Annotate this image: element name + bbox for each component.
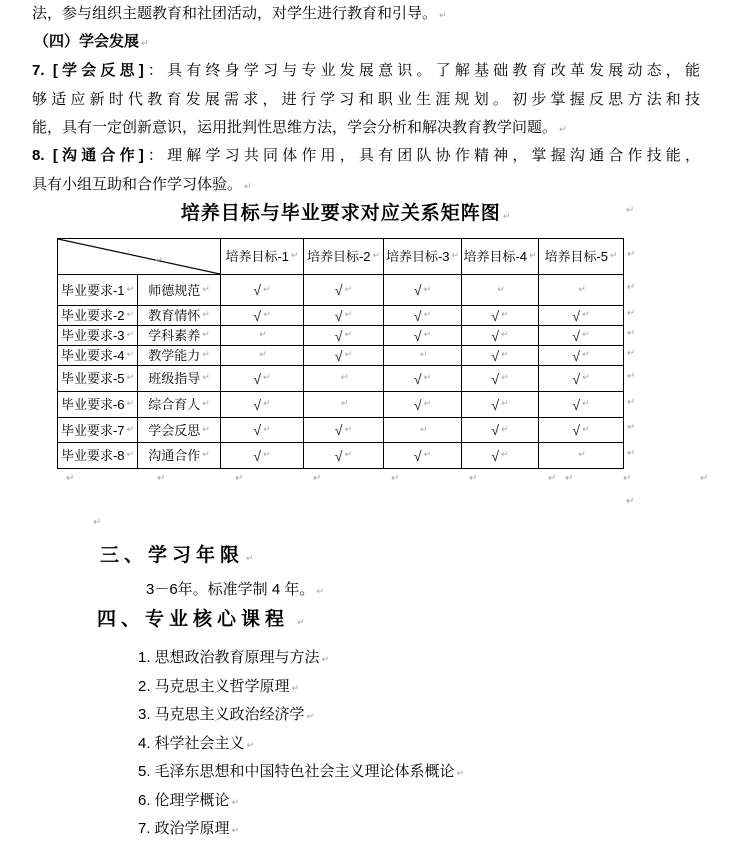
paragraph-mark: ↵ <box>626 496 635 507</box>
paragraph-mark: ↵ <box>126 373 135 383</box>
paragraph-mark: ↵ <box>548 473 557 484</box>
paragraph-mark: ↵ <box>565 473 574 484</box>
requirement-label: 毕业要求-3 <box>60 328 125 343</box>
course-item <box>138 677 299 699</box>
paragraph-mark: ↵ <box>155 256 163 267</box>
paragraph-mark: ↵ <box>497 284 505 295</box>
paragraph-mark: ↵ <box>423 330 432 340</box>
check-cell <box>384 306 462 326</box>
paragraph-mark: ↵ <box>202 373 210 383</box>
paragraph-mark: ↵ <box>202 310 210 320</box>
course-title: 毛泽东思想和中国特色社会主义理论体系概论 <box>154 763 455 780</box>
category-cell <box>138 392 221 418</box>
requirement-label: 毕业要求-2 <box>60 308 125 323</box>
category-label: 综合育人 <box>148 397 201 412</box>
check-mark: √ <box>572 307 581 324</box>
paragraph-mark: ↵ <box>578 284 586 295</box>
table-title <box>0 201 692 230</box>
paragraph-mark: ↵ <box>627 371 636 382</box>
course-title: 思想政治教育原理与方法 <box>154 649 320 666</box>
paragraph-mark: ↵ <box>126 284 135 295</box>
paragraph-7-label: 7. [学会反思] <box>32 62 144 79</box>
category-label: 学科素养 <box>148 328 201 343</box>
check-cell <box>539 418 624 443</box>
requirement-cell <box>58 326 138 346</box>
check-mark: √ <box>334 347 343 364</box>
check-cell <box>539 366 624 392</box>
check-mark: √ <box>253 422 262 438</box>
paragraph-mark: ↵ <box>623 473 632 484</box>
paragraph-mark: ↵ <box>423 399 432 409</box>
check-cell <box>384 326 462 346</box>
course-number: 7. <box>138 820 151 837</box>
check-cell <box>304 326 384 346</box>
check-cell <box>221 306 304 326</box>
check-mark: √ <box>334 282 343 298</box>
paragraph-mark: ↵ <box>340 399 349 409</box>
check-cell <box>384 275 462 306</box>
paragraph-mark: ↵ <box>451 251 460 261</box>
paragraph-mark: ↵ <box>344 330 353 340</box>
paragraph-mark: ↵ <box>126 424 135 435</box>
check-cell <box>462 366 539 392</box>
paragraph-mark: ↵ <box>202 350 210 360</box>
paragraph-mark: ↵ <box>610 251 618 261</box>
paragraph-7-line-3 <box>32 118 700 140</box>
category-cell <box>138 326 221 346</box>
category-label: 师德规范 <box>148 282 201 298</box>
check-mark: √ <box>413 396 422 413</box>
category-label: 教学能力 <box>148 348 201 363</box>
check-cell <box>539 392 624 418</box>
check-mark: √ <box>334 327 343 344</box>
paragraph-mark: ↵ <box>627 249 636 260</box>
heading-core-courses-text: 四、专业核心课程 <box>97 609 290 630</box>
requirement-label: 毕业要求-1 <box>60 282 125 298</box>
requirement-label: 毕业要求-5 <box>60 371 125 386</box>
check-cell <box>462 443 539 469</box>
goal-header-label: 培养目标-5 <box>544 249 608 264</box>
check-cell <box>304 418 384 443</box>
paragraph-mark: ↵ <box>627 308 636 319</box>
check-cell <box>304 346 384 366</box>
paragraph-mark: ↵ <box>291 683 300 694</box>
category-label: 沟通合作 <box>148 448 201 463</box>
check-mark: √ <box>413 307 422 324</box>
course-title: 马克思主义哲学原理 <box>154 677 290 695</box>
intro-line-text: 法，参与组织主题教育和社团活动，对学生进行教育和引导。 <box>32 5 438 22</box>
paragraph-mark: ↵ <box>501 424 509 435</box>
check-mark: √ <box>491 307 500 324</box>
check-cell <box>539 326 624 346</box>
check-mark: √ <box>491 347 500 364</box>
paragraph-mark: ↵ <box>306 712 315 722</box>
category-cell <box>138 275 221 306</box>
requirement-cell <box>58 366 138 392</box>
paragraph-mark: ↵ <box>66 473 75 484</box>
paragraph-mark: ↵ <box>313 473 322 484</box>
goal-header-cell <box>304 239 384 275</box>
check-cell <box>304 443 384 469</box>
empty-cell <box>304 392 384 418</box>
requirement-cell <box>58 392 138 418</box>
paragraph-mark: ↵ <box>582 330 590 340</box>
check-cell <box>221 392 304 418</box>
empty-cell <box>304 366 384 392</box>
check-mark: √ <box>413 370 422 387</box>
check-mark: √ <box>572 370 581 387</box>
paragraph-8-text: 具有小组互助和合作学习体验。 <box>32 176 243 193</box>
paragraph-mark: ↵ <box>202 399 210 409</box>
paragraph-8-label: 8. [沟通合作] <box>32 147 144 164</box>
course-item <box>138 762 464 784</box>
course-number: 1. <box>138 649 151 666</box>
check-cell <box>462 346 539 366</box>
requirement-label: 毕业要求-4 <box>60 348 125 363</box>
paragraph-mark: ↵ <box>529 251 537 261</box>
paragraph-mark: ↵ <box>423 373 432 383</box>
paragraph-mark: ↵ <box>344 350 353 360</box>
paragraph-mark: ↵ <box>582 424 590 435</box>
course-title: 伦理学概论 <box>154 791 230 809</box>
empty-cell <box>539 443 624 469</box>
paragraph-mark: ↵ <box>391 473 400 484</box>
check-cell <box>221 418 304 443</box>
course-number: 3. <box>138 706 151 723</box>
paragraph-mark: ↵ <box>372 251 381 261</box>
paragraph-mark: ↵ <box>126 399 135 409</box>
course-item <box>138 734 254 756</box>
table-title-text: 培养目标与毕业要求对应关系矩阵图 <box>180 203 501 224</box>
heading-core-courses <box>97 608 305 635</box>
check-mark: √ <box>413 282 422 298</box>
paragraph-mark: ↵ <box>321 655 330 665</box>
empty-cell <box>384 346 462 366</box>
course-item <box>138 791 239 813</box>
course-item <box>138 648 329 670</box>
paragraph-mark: ↵ <box>578 450 586 460</box>
paragraph-mark: ↵ <box>235 473 244 484</box>
section-heading-4 <box>34 32 702 54</box>
paragraph-mark: ↵ <box>700 473 709 484</box>
paragraph-mark: ↵ <box>501 373 509 383</box>
paragraph-mark: ↵ <box>627 397 636 408</box>
check-mark: √ <box>334 447 343 464</box>
paragraph-mark: ↵ <box>423 284 432 295</box>
paragraph-mark: ↵ <box>344 310 353 320</box>
paragraph-mark: ↵ <box>469 473 478 484</box>
paragraph-mark: ↵ <box>627 448 636 459</box>
check-mark: √ <box>413 327 422 344</box>
check-cell <box>462 326 539 346</box>
heading-study-duration <box>100 544 254 571</box>
check-mark: √ <box>572 422 581 438</box>
course-title: 政治学原理 <box>154 820 230 837</box>
paragraph-mark: ↵ <box>627 328 636 339</box>
paragraph-mark: ↵ <box>456 769 465 779</box>
empty-cell <box>221 326 304 346</box>
paragraph-mark: ↵ <box>344 284 353 295</box>
course-number: 2. <box>138 677 151 695</box>
heading-study-duration-text: 三、学习年限 <box>100 545 245 566</box>
paragraph-mark: ↵ <box>246 740 255 751</box>
category-cell <box>138 418 221 443</box>
course-item <box>138 819 239 841</box>
check-cell <box>221 366 304 392</box>
paragraph-mark: ↵ <box>231 826 240 836</box>
paragraph-mark: ↵ <box>263 450 271 460</box>
paragraph-mark: ↵ <box>627 282 636 293</box>
paragraph-mark: ↵ <box>419 350 428 360</box>
paragraph-mark: ↵ <box>502 212 512 222</box>
goal-header-cell <box>539 239 624 275</box>
requirement-cell <box>58 418 138 443</box>
paragraph-mark: ↵ <box>344 424 353 435</box>
paragraph-mark: ↵ <box>259 330 267 340</box>
check-cell <box>304 275 384 306</box>
course-number: 5. <box>138 763 151 780</box>
requirement-cell <box>58 443 138 469</box>
goal-header-label: 培养目标-2 <box>306 249 371 264</box>
paragraph-mark: ↵ <box>340 373 349 383</box>
check-mark: √ <box>253 370 262 387</box>
category-label: 教育情怀 <box>148 308 201 323</box>
paragraph-mark: ↵ <box>244 182 252 192</box>
paragraph-mark: ↵ <box>141 39 149 49</box>
paragraph-mark: ↵ <box>419 424 428 435</box>
study-duration-text: 3－6年。标准学制 4 年。 <box>146 581 315 598</box>
paragraph-7-text: 能，具有一定创新意识，运用批判性思维方法，学会分析和解决教育教学问题。 <box>32 119 558 136</box>
paragraph-mark: ↵ <box>231 797 240 808</box>
paragraph-mark: ↵ <box>126 350 135 360</box>
requirement-label: 毕业要求-7 <box>60 422 125 438</box>
paragraph-mark: ↵ <box>157 473 166 484</box>
paragraph-mark: ↵ <box>501 450 509 460</box>
goal-header-label: 培养目标-4 <box>463 249 527 264</box>
paragraph-mark: ↵ <box>423 310 432 320</box>
paragraph-7-text: ：具有终身学习与专业发展意识。了解基础教育改革发展动态，能 <box>143 62 700 79</box>
requirement-cell <box>58 306 138 326</box>
empty-cell <box>221 346 304 366</box>
requirement-label: 毕业要求-6 <box>60 397 125 412</box>
paragraph-mark: ↵ <box>501 310 509 320</box>
goal-header-label: 培养目标-1 <box>225 249 289 264</box>
check-mark: √ <box>491 396 500 413</box>
paragraph-mark: ↵ <box>423 450 432 460</box>
paragraph-mark: ↵ <box>439 11 447 21</box>
paragraph-mark: ↵ <box>344 450 353 460</box>
section-heading-text: （四）学会发展 <box>34 33 140 50</box>
category-cell <box>138 306 221 326</box>
check-mark: √ <box>491 370 500 387</box>
paragraph-mark: ↵ <box>202 330 210 340</box>
course-item <box>138 705 314 727</box>
check-cell <box>384 443 462 469</box>
category-label: 学会反思 <box>148 422 201 438</box>
paragraph-mark: ↵ <box>627 348 636 359</box>
goal-header-cell <box>384 239 462 275</box>
check-cell <box>221 443 304 469</box>
paragraph-mark: ↵ <box>582 350 590 360</box>
paragraph-mark: ↵ <box>202 450 210 460</box>
empty-cell <box>539 275 624 306</box>
paragraph-mark: ↵ <box>582 310 590 320</box>
check-mark: √ <box>334 307 343 324</box>
paragraph-8-text: ：理解学习共同体作用，具有团队协作精神，掌握沟通合作技能， <box>143 147 700 164</box>
paragraph-mark: ↵ <box>291 251 299 261</box>
category-cell <box>138 366 221 392</box>
diagonal-line <box>58 239 220 274</box>
empty-cell <box>462 275 539 306</box>
check-mark: √ <box>572 396 581 413</box>
paragraph-mark: ↵ <box>627 422 636 433</box>
category-label: 班级指导 <box>148 371 201 386</box>
empty-cell <box>384 418 462 443</box>
course-title: 马克思主义政治经济学 <box>154 706 305 723</box>
paragraph-mark: ↵ <box>202 284 210 295</box>
study-duration-body <box>146 580 324 602</box>
paragraph-mark: ↵ <box>626 205 635 216</box>
category-cell <box>138 443 221 469</box>
paragraph-mark: ↵ <box>246 554 254 564</box>
paragraph-mark: ↵ <box>559 125 567 135</box>
paragraph-mark: ↵ <box>263 424 271 435</box>
paragraph-mark: ↵ <box>501 399 509 409</box>
paragraph-mark: ↵ <box>126 330 135 340</box>
paragraph-mark: ↵ <box>126 450 135 460</box>
check-mark: √ <box>572 327 581 344</box>
check-cell <box>462 306 539 326</box>
check-cell <box>384 392 462 418</box>
paragraph-mark: ↵ <box>263 284 271 295</box>
paragraph-7-line-1 <box>32 61 700 81</box>
check-cell <box>539 346 624 366</box>
paragraph-mark: ↵ <box>501 330 509 340</box>
diagonal-header-cell <box>58 239 221 275</box>
check-mark: √ <box>491 447 500 464</box>
check-cell <box>384 366 462 392</box>
check-cell <box>304 306 384 326</box>
paragraph-8-line-1 <box>32 146 700 166</box>
paragraph-mark: ↵ <box>126 310 135 320</box>
paragraph-mark: ↵ <box>297 618 305 628</box>
check-mark: √ <box>572 347 581 364</box>
check-mark: √ <box>491 327 500 344</box>
check-cell <box>539 306 624 326</box>
paragraph-8-line-2 <box>32 175 700 197</box>
check-cell <box>462 392 539 418</box>
paragraph-mark: ↵ <box>93 517 102 528</box>
check-mark: √ <box>253 447 262 464</box>
requirement-label: 毕业要求-8 <box>60 448 125 463</box>
check-mark: √ <box>334 422 343 438</box>
check-mark: √ <box>491 422 500 438</box>
goal-header-cell <box>462 239 539 275</box>
course-number: 6. <box>138 791 151 809</box>
paragraph-mark: ↵ <box>263 373 271 383</box>
check-mark: √ <box>253 396 262 413</box>
paragraph-mark: ↵ <box>316 587 324 597</box>
check-mark: √ <box>253 282 262 298</box>
goal-header-cell <box>221 239 304 275</box>
check-cell <box>462 418 539 443</box>
paragraph-mark: ↵ <box>582 399 590 409</box>
course-title: 科学社会主义 <box>154 734 245 752</box>
paragraph-mark: ↵ <box>263 399 271 409</box>
requirement-cell <box>58 346 138 366</box>
course-number: 4. <box>138 734 151 752</box>
category-cell <box>138 346 221 366</box>
intro-line <box>32 4 700 26</box>
check-cell <box>221 275 304 306</box>
requirement-cell <box>58 275 138 306</box>
check-mark: √ <box>413 447 422 464</box>
goal-header-label: 培养目标-3 <box>385 249 450 264</box>
check-mark: √ <box>253 307 262 324</box>
paragraph-7-text: 够适应新时代教育发展需求，进行学习和职业生涯规划。初步掌握反思方法和技 <box>32 91 700 108</box>
paragraph-mark: ↵ <box>259 350 267 360</box>
matrix-table <box>57 238 624 469</box>
paragraph-mark: ↵ <box>202 424 210 435</box>
paragraph-mark: ↵ <box>501 350 509 360</box>
paragraph-mark: ↵ <box>582 373 590 383</box>
paragraph-7-line-2 <box>32 90 700 110</box>
paragraph-mark: ↵ <box>263 310 271 320</box>
